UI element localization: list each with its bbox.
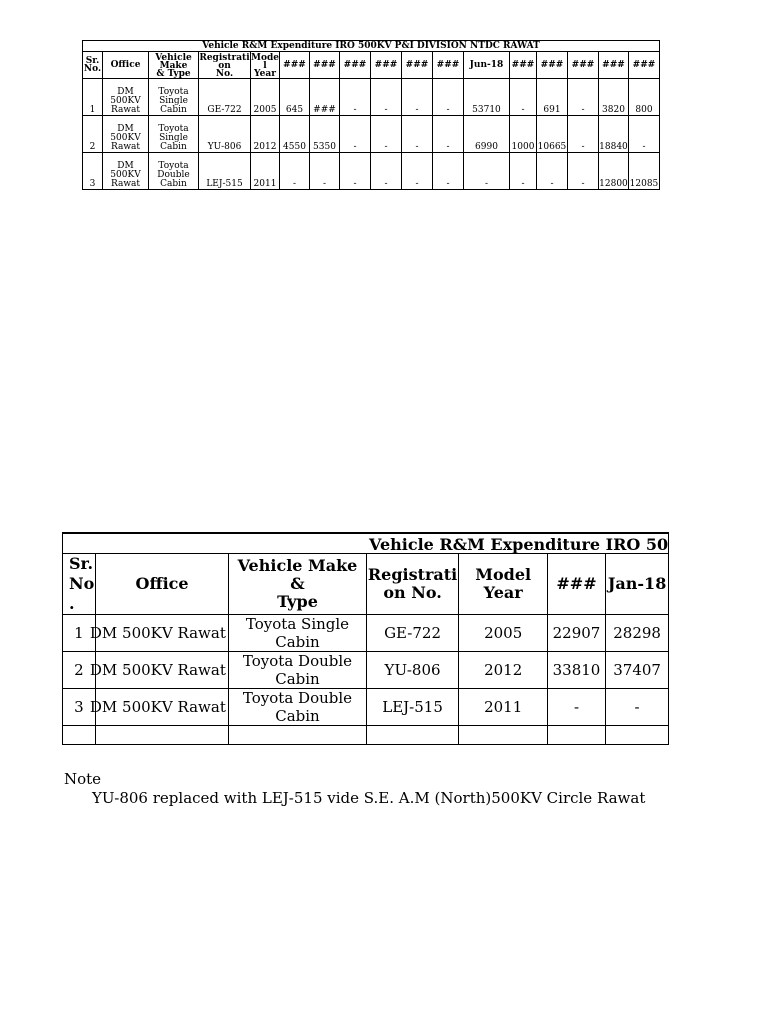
small-table-cell: GE-722 [199, 79, 251, 116]
large-table-cell: YU-806 [366, 652, 459, 689]
large-table-header-cell: Jan-18 [606, 554, 669, 615]
small-table-cell: 1 [83, 79, 103, 116]
large-table-header-cell: ### [547, 554, 605, 615]
large-table-empty-cell [63, 726, 96, 745]
small-table-container [82, 40, 660, 190]
small-table-cell: - [536, 153, 567, 190]
small-table-cell: 2012 [251, 116, 280, 153]
large-table-cell: - [606, 689, 669, 726]
note-label: Note [64, 770, 102, 788]
small-table-cell: 12800 [598, 153, 628, 190]
small-table-cell: 10665 [536, 116, 567, 153]
large-table-cell: 2012 [459, 652, 548, 689]
small-table-row [83, 153, 660, 190]
large-table-row [63, 615, 669, 652]
small-table-cell: - [401, 153, 432, 190]
large-table-row [63, 652, 669, 689]
small-table-title: Vehicle R&M Expenditure IRO 500KV P&I DIVISION NTDC RAWAT [83, 41, 660, 52]
small-table-header-cell: ### [432, 52, 463, 79]
small-table-header-cell: ### [370, 52, 401, 79]
small-table-cell: - [628, 116, 659, 153]
small-table-header-cell: ### [536, 52, 567, 79]
small-table-cell: ### [309, 79, 339, 116]
large-table-row [63, 689, 669, 726]
small-table-cell: - [432, 79, 463, 116]
small-table-cell: 53710 [463, 79, 509, 116]
small-table-cell: - [509, 153, 536, 190]
small-table-cell: - [339, 153, 370, 190]
small-table-cell: 2005 [251, 79, 280, 116]
small-table-header-cell: Sr. No. [83, 52, 103, 79]
small-table-cell: LEJ-515 [199, 153, 251, 190]
large-table-header-cell: Model Year [459, 554, 548, 615]
small-table-cell: Toyota Single Cabin [149, 79, 199, 116]
small-table-cell: 12085 [628, 153, 659, 190]
small-table-cell: - [432, 116, 463, 153]
large-table-body [63, 615, 669, 745]
small-table-cell: 1000 [509, 116, 536, 153]
small-table-row [83, 79, 660, 116]
small-table-cell: 5350 [309, 116, 339, 153]
large-table-cell: - [547, 689, 605, 726]
small-table-header-cell: ### [279, 52, 309, 79]
small-table-cell: 6990 [463, 116, 509, 153]
small-table-cell: - [339, 116, 370, 153]
small-table-header-cell: Registrati on No. [199, 53, 250, 79]
small-table-header-cell: Jun-18 [463, 52, 509, 79]
large-table-empty-cell [606, 726, 669, 745]
large-table-cell: DM 500KV Rawat [95, 689, 228, 726]
small-table-cell: 2011 [251, 153, 280, 190]
large-table-cell: Toyota Double Cabin [229, 689, 366, 726]
small-table-cell: - [567, 153, 598, 190]
large-table-empty-cell [229, 726, 366, 745]
large-table-cell: 2011 [459, 689, 548, 726]
large-table-cell: 37407 [606, 652, 669, 689]
small-table-cell: YU-806 [199, 116, 251, 153]
small-table-cell: - [567, 79, 598, 116]
large-table-empty-cell [95, 726, 228, 745]
small-table-header-cell: ### [309, 52, 339, 79]
large-table-empty-cell [366, 726, 459, 745]
large-table-cell: 33810 [547, 652, 605, 689]
large-table-empty-cell [547, 726, 605, 745]
large-table-cell: 2005 [459, 615, 548, 652]
small-table-cell: - [309, 153, 339, 190]
large-table-cell: 28298 [606, 615, 669, 652]
small-table-cell: 800 [628, 79, 659, 116]
small-table-header-cell: Vehicle Make & Type [149, 52, 199, 79]
large-expenditure-table [62, 532, 669, 745]
small-expenditure-table [82, 40, 660, 190]
large-table-cell: 22907 [547, 615, 605, 652]
small-table-cell: - [370, 116, 401, 153]
small-table-header-cell: ### [401, 52, 432, 79]
small-table-cell: - [401, 116, 432, 153]
large-table-header-cell: Registrati on No. [366, 554, 459, 615]
small-table-cell: DM 500KV Rawat [103, 79, 149, 116]
small-table-cell: 2 [83, 116, 103, 153]
large-table-cell: Toyota Single Cabin [229, 615, 366, 652]
small-table-cell: DM 500KV Rawat [103, 153, 149, 190]
small-table-cell: - [432, 153, 463, 190]
small-table-cell: - [279, 153, 309, 190]
large-table-cell: DM 500KV Rawat [95, 615, 228, 652]
small-table-cell: 3820 [598, 79, 628, 116]
small-table-header-cell: ### [598, 52, 628, 79]
large-table-empty-row [63, 726, 669, 745]
small-table-cell: - [339, 79, 370, 116]
small-table-header-row [83, 52, 660, 79]
small-table-cell: - [370, 79, 401, 116]
small-table-cell: - [509, 79, 536, 116]
small-table-cell: 3 [83, 153, 103, 190]
small-table-cell: Toyota Single Cabin [149, 116, 199, 153]
large-table-cell: Toyota Double Cabin [229, 652, 366, 689]
small-table-cell: - [463, 153, 509, 190]
large-table-cell: 3 [63, 689, 96, 726]
large-table-cell: LEJ-515 [366, 689, 459, 726]
small-table-cell: - [567, 116, 598, 153]
small-table-header-cell: Office [103, 52, 149, 79]
large-table-cell: DM 500KV Rawat [95, 652, 228, 689]
small-table-header-cell: ### [567, 52, 598, 79]
large-table-cell: GE-722 [366, 615, 459, 652]
small-table-body [83, 79, 660, 190]
small-table-header-cell: ### [628, 52, 659, 79]
large-table-cell: 2 [63, 652, 96, 689]
small-table-header-cell: Mode l Year [251, 53, 279, 79]
small-table-cell: DM 500KV Rawat [103, 116, 149, 153]
large-table-title: Vehicle R&M Expenditure IRO 50 [63, 533, 669, 554]
large-table-empty-cell [459, 726, 548, 745]
small-table-header-cell: ### [339, 52, 370, 79]
large-table-header-cell: Sr. No . [63, 554, 96, 615]
small-table-cell: 645 [279, 79, 309, 116]
large-table-container [62, 532, 669, 732]
large-table-header-cell: Vehicle Make & Type [229, 554, 366, 615]
small-table-cell: - [401, 79, 432, 116]
small-table-cell: 691 [536, 79, 567, 116]
small-table-row [83, 116, 660, 153]
small-table-cell: 4550 [279, 116, 309, 153]
large-table-header-cell: Office [95, 554, 228, 615]
note-text: YU-806 replaced with LEJ-515 vide S.E. A.M (North)500KV Circle Rawat [92, 789, 646, 807]
large-table-cell: 1 [63, 615, 96, 652]
small-table-header-cell: ### [509, 52, 536, 79]
small-table-cell: - [370, 153, 401, 190]
small-table-cell: Toyota Double Cabin [149, 153, 199, 190]
small-table-cell: 18840 [598, 116, 628, 153]
large-table-header-row [63, 554, 669, 615]
